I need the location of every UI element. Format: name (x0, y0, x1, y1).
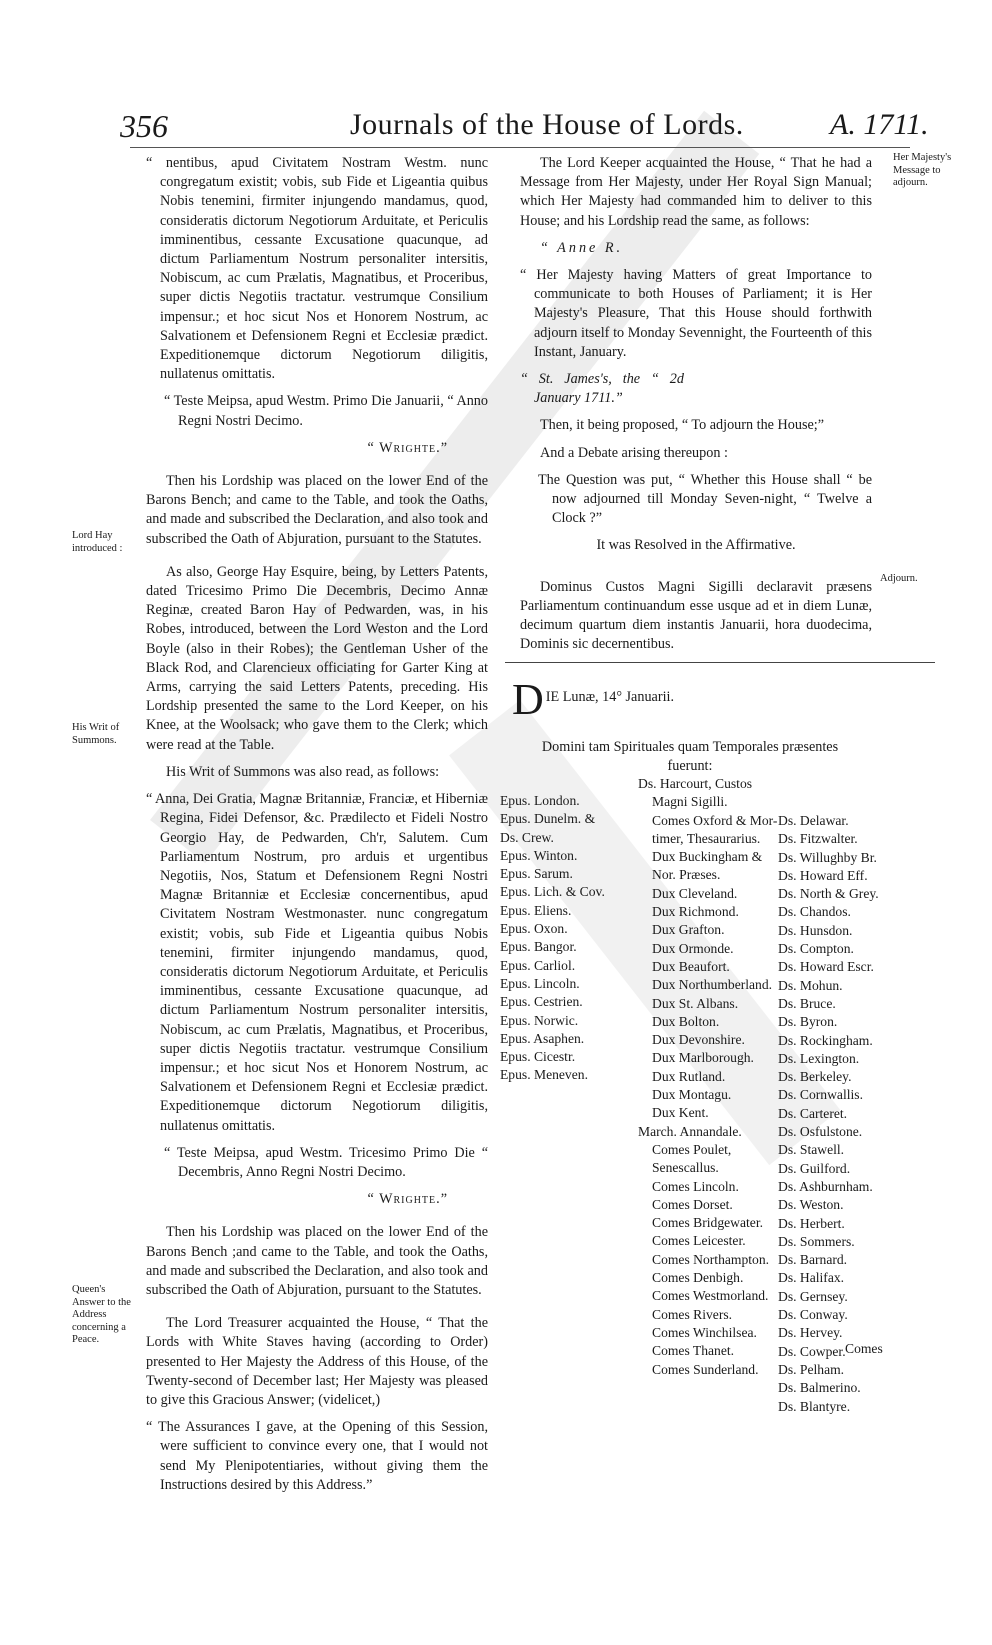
left-writ-continued: “ nentibus, apud Civitatem Nostram Westm. nunc congregatum existit; vobis, sub Fide et Ligeantia quibus Nobis tenemini, firmiter injungendo mandamus, quod, consideratis dictorum Negotiorum Arduitate, et Periculis imminentibus, cessante Excusatione quacunque, ad dictum Parliamentum Nostrum personaliter intersitis, Nobiscum, ac cum Prælatis, Magnatibus, et Proceribus, super dictis Negotiis tractatur. vestrumque Consilium impensur.; et hoc sicut Nos et Honorem Nostrum, ac Salvationem et Defensionem Regni et Ecclesiæ prædict. Expeditionemque dictorum Negotiorum diligitis, nullatenus omittatis. (146, 155, 488, 383)
bishop-entry: Epus. Lincoln. (500, 975, 580, 991)
peer-entry: Dux Bolton. (652, 1013, 720, 1029)
bishop-entry: Epus. Eliens. (500, 902, 572, 918)
peer-entry: Comes Northampton. (652, 1251, 770, 1267)
right-paragraph-proposed: Then, it being proposed, “ To adjourn the House;” (540, 417, 825, 434)
peer-entry: Dux Marlborough. (652, 1050, 754, 1066)
baron-entry: Ds. Herbert. (778, 1215, 845, 1231)
right-message-text: “ Her Majesty having Matters of great Importance to communicate to both Houses of Parliament; it is Her Majesty's Pleasure, That this House should forthwith adjourn itself to Monday Sevennight, the Fourteenth of this Instant, January. (520, 267, 872, 360)
bishop-entry: Epus. Dunelm. & (500, 811, 596, 827)
peer-entry: Comes Bridgewater. (652, 1215, 763, 1231)
baron-entry: Ds. Hervey. (778, 1325, 843, 1341)
baron-entry: Ds. Byron. (778, 1014, 838, 1030)
day-heading (512, 675, 892, 724)
left-paragraph-george-hay: As also, George Hay Esquire, being, by Letters Patents, dated Tricesimo Primo Die Decembris, Decimo Annæ Reginæ, created Baron Hay of Pedwarden, was, in his Robes, introduced, between the Lord Weston and the Lord Boyle (also in their Robes); the Gentleman Usher of the Black Rod, and Clarencieux officiating for Garter King at Arms, carrying the said Letters Patents, preceding. His Lordship presented the same to the Lord Keeper, on his Knee, at the Woolsack; who gave them to the Clerk; which were read at the Table. (146, 563, 488, 753)
baron-entry: Ds. Hunsdon. (778, 922, 853, 938)
baron-entry: Ds. Fitzwalter. (778, 831, 858, 847)
baron-entry: Ds. Cornwallis. (778, 1087, 863, 1103)
bishop-entry: Epus. Oxon. (500, 921, 568, 937)
baron-entry: Ds. Guilford. (778, 1160, 851, 1176)
right-paragraph-resolved: It was Resolved in the Affirmative. (596, 537, 796, 554)
page-year: A. 1711. (830, 108, 929, 141)
attendance-barons (778, 812, 903, 1416)
bishop-entry: Epus. Cestrien. (500, 994, 583, 1010)
peer-entry: March. Annandale. (638, 1123, 742, 1139)
peer-entry: Dux Ormonde. (652, 940, 734, 956)
left-paragraph-placed-2: Then his Lordship was placed on the lower End of the Barons Bench ;and came to the Table, and took the Oaths, and made and subscribed the Declaration, and also took and subscribed the Oath of Abjuration, pursuant to the Statutes. (146, 1224, 488, 1298)
baron-entry: Ds. Willughby Br. (778, 849, 877, 865)
peer-entry: Comes Winchilsea. (652, 1324, 757, 1340)
right-column (520, 154, 872, 662)
peer-entry: Dux Beaufort. (652, 958, 730, 974)
baron-entry: Ds. Chandos. (778, 904, 851, 920)
peer-entry: Dux Grafton. (652, 922, 725, 938)
baron-entry: Ds. Ashburnham. (778, 1178, 873, 1194)
baron-entry: Ds. Compton. (778, 941, 854, 957)
bishop-entry: Epus. Carliol. (500, 957, 576, 973)
header-rule (130, 147, 910, 148)
peer-entry: Dux Rutland. (652, 1068, 726, 1084)
right-anne-r: “ Anne R. (540, 239, 624, 256)
baron-entry: Ds. Sommers. (778, 1233, 855, 1249)
peer-entry: Comes Leicester. (652, 1233, 746, 1249)
baron-entry: Ds. Osfulstone. (778, 1124, 863, 1140)
baron-entry: Ds. Gernsey. (778, 1288, 848, 1304)
left-column (146, 154, 488, 1503)
peer-entry: Comes Dorset. (652, 1196, 733, 1212)
baron-entry: Ds. Barnard. (778, 1252, 848, 1268)
peer-entry: Comes Poulet, (652, 1141, 732, 1157)
baron-entry: Ds. Halifax. (778, 1270, 845, 1286)
baron-entry: Ds. Mohun. (778, 977, 843, 993)
peer-entry: Magni Sigilli. (652, 794, 728, 810)
bishop-entry: Epus. Winton. (500, 847, 578, 863)
left-queens-answer: “ The Assurances I gave, at the Opening of this Session, were sufficient to convince every one, that I would not send My Plenipotentiaries, without giving them the Instructions desired by this Address.” (146, 1419, 488, 1493)
peer-entry: Comes Thanet. (652, 1343, 735, 1359)
peer-entry: Dux Northumberland. (652, 977, 773, 993)
peer-entry: Dux Buckingham & (652, 849, 763, 865)
baron-entry: Ds. Carteret. (778, 1105, 848, 1121)
peer-entry: Nor. Præses. (652, 867, 721, 883)
peer-entry: timer, Thesaurarius. (652, 830, 761, 846)
left-teste-2: “ Teste Meipsa, apud Westm. Tricesimo Primo Die “ Decembris, Anno Regni Nostri Decimo. (164, 1144, 488, 1180)
bishop-entry: Epus. Cicestr. (500, 1049, 576, 1065)
peer-entry: Comes Lincoln. (652, 1178, 739, 1194)
bishop-entry: Epus. Lich. & Cov. (500, 884, 605, 900)
bishop-entry: Epus. Sarum. (500, 866, 573, 882)
page-number: 356 (120, 108, 168, 144)
left-paragraph-treasurer: The Lord Treasurer acquainted the House, “ That the Lords with White Staves having (according to Order) presented to Her Majesty the Address of this House, of the Twenty-second of December last; Her Majesty was pleased to give this Gracious Answer; (videlicet,) (146, 1315, 488, 1408)
baron-entry: Ds. Balmerino. (778, 1380, 861, 1396)
right-paragraph-debate: And a Debate arising thereupon : (540, 444, 728, 461)
peer-entry: Dux Richmond. (652, 904, 739, 920)
peer-entry: Dux Devonshire. (652, 1032, 745, 1048)
baron-entry: Ds. Bruce. (778, 995, 836, 1011)
peer-entry: Ds. Harcourt, Custos (638, 776, 753, 791)
baron-entry: Ds. Berkeley. (778, 1069, 852, 1085)
peer-entry: Dux Kent. (652, 1105, 709, 1121)
drop-cap: D (512, 675, 544, 724)
bishop-entry: Ds. Crew. (500, 829, 554, 845)
margin-note-writ: His Writ of Summons. (72, 722, 120, 746)
bishop-entry: Epus. Bangor. (500, 939, 577, 955)
attendance-peers (638, 775, 783, 1379)
section-divider (505, 662, 935, 663)
left-writ-summons: “ Anna, Dei Gratia, Magnæ Britanniæ, Franciæ, et Hiberniæ Regina, Fidei Defensor, &c. Prædilecto et Fideli Nostro Georgio Hay, de Pedwarden, Ch'r, Salutem. Cum Parliamentum Nostrum, pro arduis et urgentibus Negotiis, Nos, Statum et Defensionem Regni Nostri Magnæ Britanniæ et Ecclesiæ concernentibus, apud Civitatem Nostram Westmonaster. nunc congregatum existit; vobis, sub Fide et Ligeantia quibus Nobis tenemini, firmiter injungendo mandamus, quod, consideratis dictorum Negotiorum Arduitate, et Periculis imminentibus, cessante Excusatione quacunque, ad dictum Parliamentum Nostrum personaliter intersitis, Nobiscum, ac cum Prælatis, Magnatibus, et Proceribus, super dictis Negotiis tractatur. vestrumque Consilium impensur.; et hoc sicut Nos et Honorem Nostrum, ac Salvationem et Defensionem Regni et Ecclesiæ prædict. Expeditionemque dictorum Negotiorum diligitis, nullatenus omittatis. (146, 791, 489, 1134)
baron-entry: Ds. North & Grey. (778, 886, 879, 902)
right-paragraph-question: The Question was put, “ Whether this House shall “ be now adjourned till Monday Seven-night, “ Twelve a Clock ?” (538, 471, 872, 527)
peer-entry: Senescallus. (652, 1160, 719, 1176)
baron-entry: Ds. Cowper. (778, 1343, 846, 1359)
peer-entry: Comes Denbigh. (652, 1270, 744, 1286)
bishop-entry: Epus. Norwic. (500, 1012, 579, 1028)
peer-entry: Comes Sunderland. (652, 1361, 759, 1377)
right-message-date: “ St. James's, the “ 2d January 1711.” (520, 371, 684, 407)
left-signature-1: “ Wrighte.” (367, 439, 448, 456)
page-title: Journals of the House of Lords. (350, 108, 744, 141)
margin-note-adjourn: Adjourn. (880, 573, 918, 584)
present-heading: Domini tam Spirituales quam Temporales præsentes fuerunt: (541, 739, 839, 775)
right-paragraph-keeper: The Lord Keeper acquainted the House, “ That he had a Message from Her Majesty, under Her Royal Sign Manual; which Her Majesty had commanded him to deliver to this House; and his Lordship read the same, as follows: (520, 155, 872, 229)
bishop-entry: Epus. Meneven. (500, 1067, 588, 1083)
peer-entry: Dux St. Albans. (652, 995, 739, 1011)
day-heading-text: IE Lunæ, 14° Januarii. (545, 689, 674, 705)
baron-entry: Ds. Lexington. (778, 1050, 860, 1066)
left-paragraph-placed: Then his Lordship was placed on the lower End of the Barons Bench; and came to the Table, and took the Oaths, and made and subscribed the Declaration, and also took and subscribed the Oath of Abjuration, pursuant to the Statutes. (146, 473, 488, 547)
baron-entry: Ds. Conway. (778, 1307, 848, 1323)
baron-entry: Ds. Stawell. (778, 1142, 845, 1158)
margin-note-lord-hay: Lord Hay introduced : (72, 530, 123, 554)
margin-note-queens-answer: Queen's Answer to the Address concerning a Peace. (72, 1284, 131, 1345)
peer-entry: Comes Rivers. (652, 1306, 733, 1322)
peer-entry: Dux Montagu. (652, 1087, 732, 1103)
right-paragraph-dominus: Dominus Custos Magni Sigilli declaravit præsens Parliamentum continuandum esse usque ad et in diem Lunæ, decimum quartum diem instantis Januarii, hora duodecima, Dominis sic decernentibus. (520, 578, 872, 653)
bishop-entry: Epus. Asaphen. (500, 1030, 585, 1046)
baron-entry: Ds. Rockingham. (778, 1032, 873, 1048)
catchword: Comes (845, 1341, 883, 1356)
peer-entry: Comes Westmorland. (652, 1288, 769, 1304)
peer-entry: Comes Oxford & Mor- (652, 812, 778, 828)
margin-note-message: Her Majesty's Message to adjourn. (893, 152, 952, 188)
attendance-bishops (500, 792, 635, 1085)
baron-entry: Ds. Pelham. (778, 1361, 845, 1377)
baron-entry: Ds. Delawar. (778, 813, 849, 828)
baron-entry: Ds. Weston. (778, 1197, 844, 1213)
baron-entry: Ds. Howard Escr. (778, 959, 874, 975)
left-signature-2: “ Wrighte.” (367, 1191, 448, 1208)
left-teste-1: “ Teste Meipsa, apud Westm. Primo Die Januarii, “ Anno Regni Nostri Decimo. (164, 393, 488, 429)
left-paragraph-writ-read: His Writ of Summons was also read, as follows: (166, 763, 440, 780)
baron-entry: Ds. Blantyre. (778, 1398, 851, 1414)
peer-entry: Dux Cleveland. (652, 885, 738, 901)
bishop-entry: Epus. London. (500, 793, 580, 808)
baron-entry: Ds. Howard Eff. (778, 867, 868, 883)
